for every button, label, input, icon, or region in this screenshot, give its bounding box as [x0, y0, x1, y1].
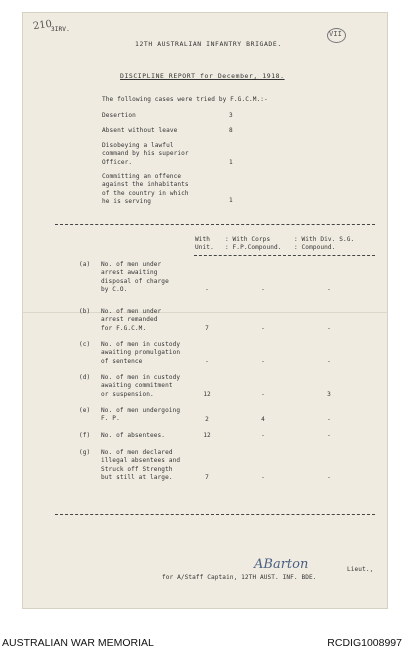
document-sheet [22, 12, 388, 609]
row-letter: (c) [79, 341, 91, 348]
case-offence: Desertion [102, 112, 136, 119]
row-label: No. of men undergoing F. P. [101, 407, 181, 423]
cell-corps: - [261, 391, 265, 398]
reference-number: VII [329, 30, 342, 38]
row-label: No. of absentees. [101, 432, 166, 439]
unit-heading: 12TH AUSTRALIAN INFANTRY BRIGADE. [135, 40, 282, 48]
signatory-rank: Lieut., [347, 566, 374, 573]
row-letter: (a) [79, 261, 91, 268]
row-label: No. of men under arrest awaiting disposal of charge by C.O. [101, 261, 169, 294]
cell-unit: - [205, 286, 209, 293]
header-divider [194, 255, 375, 256]
footer-source: AUSTRALIAN WAR MEMORIAL [2, 637, 154, 649]
fold-line [22, 312, 388, 313]
row-letter: (f) [79, 432, 91, 439]
cell-div: - [327, 474, 331, 481]
cell-div: - [327, 325, 331, 332]
column-header-unit: With Unit. [195, 236, 214, 252]
cell-div: - [327, 358, 331, 365]
case-offence: Committing an offence against the inhabitants of the country in which he is serving [102, 173, 189, 206]
cell-unit: 7 [205, 325, 209, 332]
column-header-div: : With Div. S.G. : Compound. [294, 236, 355, 252]
row-label: No. of men in custody awaiting commitment or suspension. [101, 374, 181, 398]
section-divider [55, 224, 375, 225]
case-count: 8 [229, 127, 233, 134]
cell-div: - [327, 416, 331, 423]
cell-unit: 12 [203, 391, 211, 398]
cell-unit: - [205, 358, 209, 365]
cell-corps: 4 [261, 416, 265, 423]
cell-unit: 12 [203, 432, 211, 439]
case-offence: Absent without leave [102, 127, 178, 134]
case-count: 1 [229, 159, 233, 166]
case-offence: Disobeying a lawful command by his superior Officer. [102, 142, 189, 166]
cell-unit: 7 [205, 474, 209, 481]
row-label: No. of men in custody awaiting promulgation of sentence [101, 341, 181, 365]
case-count: 1 [229, 197, 233, 204]
cell-div: 3 [327, 391, 331, 398]
margin-note-secondary: 3IRV. [51, 26, 70, 33]
fgcm-intro: The following cases were tried by F.G.C.M.:- [102, 96, 268, 103]
cell-corps: - [261, 325, 265, 332]
cell-div: - [327, 286, 331, 293]
signature-line: for A/Staff Captain, 12TH AUST. INF. BDE. [162, 574, 317, 581]
margin-note: 210 [32, 18, 53, 33]
report-title: DISCIPLINE REPORT for December, 1918. [120, 72, 285, 80]
cell-corps: - [261, 286, 265, 293]
row-letter: (e) [79, 407, 91, 414]
cell-corps: - [261, 358, 265, 365]
cell-div: - [327, 432, 331, 439]
cell-corps: - [261, 432, 265, 439]
row-letter: (g) [79, 449, 91, 456]
row-label: No. of men declared illegal absentees and Struck off Strength but still at large. [101, 449, 181, 482]
cell-corps: - [261, 474, 265, 481]
row-letter: (d) [79, 374, 91, 381]
case-count: 3 [229, 112, 233, 119]
row-letter: (b) [79, 308, 91, 315]
row-label: No. of men under arrest remanded for F.G.C.M. [101, 308, 162, 332]
section-divider-bottom [55, 514, 375, 515]
handwritten-signature: ABarton [254, 557, 309, 572]
column-header-corps: : With Corps : F.P.Compound. [225, 236, 282, 252]
footer-record-id: RCDIG1008997 [327, 637, 402, 649]
cell-unit: 2 [205, 416, 209, 423]
